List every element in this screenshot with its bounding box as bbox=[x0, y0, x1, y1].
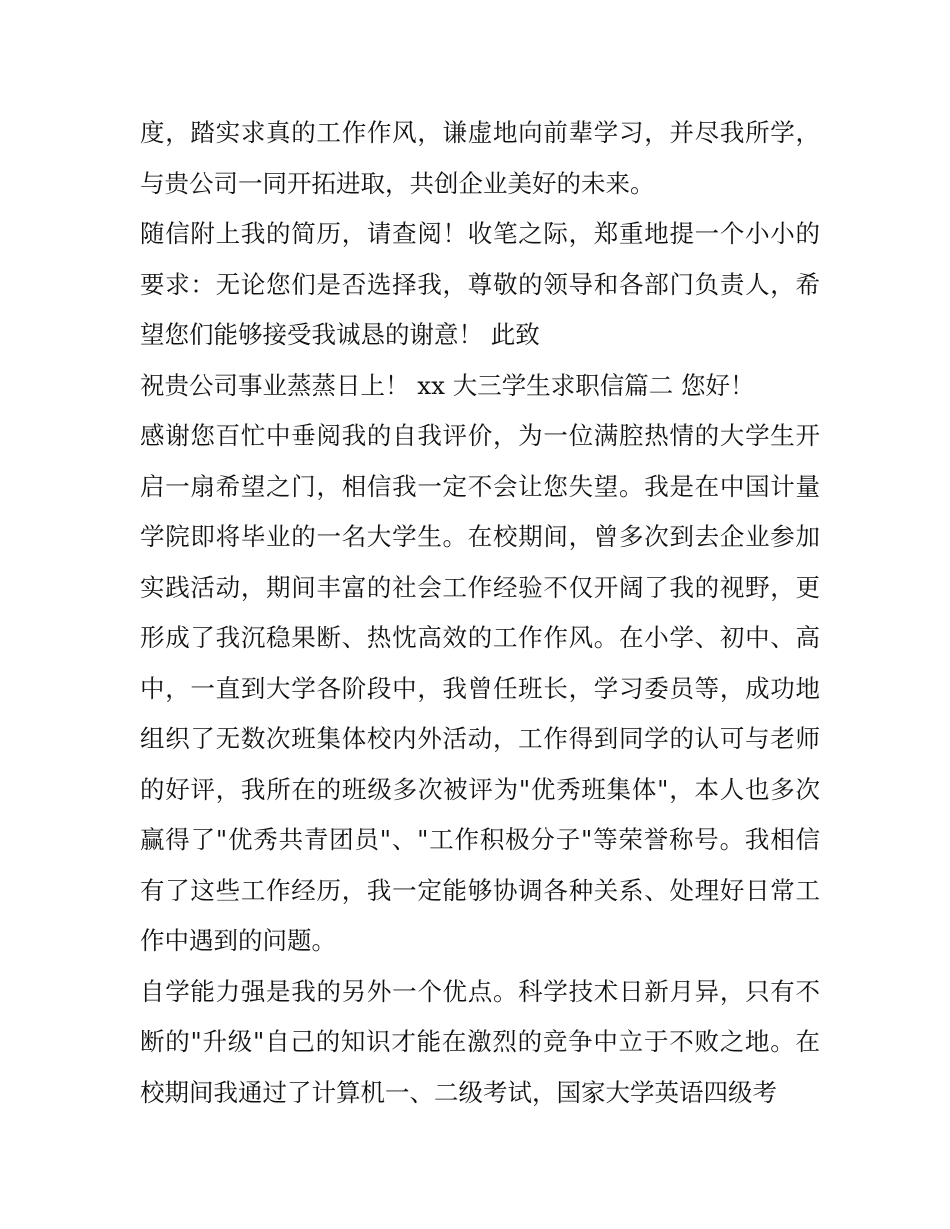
text-line: 赢得了"优秀共青团员"、"工作积极分子"等荣誉称号。我相信 bbox=[140, 825, 820, 854]
text-line: 启一扇希望之门，相信我一定不会让您失望。我是在中国计量 bbox=[140, 471, 820, 501]
text-line: 随信附上我的简历，请查阅！收笔之际，郑重地提一个小小的 bbox=[140, 219, 820, 248]
text-line: 校期间我通过了计算机一、二级考试，国家大学英语四级考 bbox=[140, 1077, 777, 1107]
text-line: 作中遇到的问题。 bbox=[140, 926, 336, 955]
text-line: 形成了我沉稳果断、热忱高效的工作作风。在小学、初中、高 bbox=[140, 623, 820, 652]
text-line: 组织了无数次班集体校内外活动，工作得到同学的认可与老师 bbox=[140, 724, 820, 753]
text-line: 断的"升级"自己的知识才能在激烈的竞争中立于不败之地。在 bbox=[140, 1027, 820, 1056]
text-line: 自学能力强是我的另外一个优点。科学技术日新月异，只有不 bbox=[140, 976, 820, 1006]
text-line: 望您们能够接受我诚恳的谢意！ 此致 bbox=[140, 320, 540, 349]
text-line: 祝贵公司事业蒸蒸日上！ xx 大三学生求职信篇二 您好！ bbox=[140, 370, 755, 400]
text-line: 感谢您百忙中垂阅我的自我评价，为一位满腔热情的大学生开 bbox=[140, 421, 820, 450]
text-line: 实践活动，期间丰富的社会工作经验不仅开阔了我的视野，更 bbox=[140, 572, 820, 602]
text-line: 有了这些工作经历，我一定能够协调各种关系、处理好日常工 bbox=[140, 875, 820, 905]
text-line: 学院即将毕业的一名大学生。在校期间，曾多次到去企业参加 bbox=[140, 522, 820, 551]
text-line: 中，一直到大学各阶段中，我曾任班长，学习委员等，成功地 bbox=[140, 673, 820, 703]
text-line: 度，踏实求真的工作作风，谦虚地向前辈学习，并尽我所学， bbox=[140, 118, 820, 147]
text-line: 的好评，我所在的班级多次被评为"优秀班集体"，本人也多次 bbox=[140, 774, 820, 804]
text-line: 与贵公司一同开拓进取，共创企业美好的未来。 bbox=[140, 168, 655, 198]
text-line: 要求：无论您们是否选择我，尊敬的领导和各部门负责人，希 bbox=[140, 269, 820, 299]
document-body bbox=[140, 108, 820, 1118]
